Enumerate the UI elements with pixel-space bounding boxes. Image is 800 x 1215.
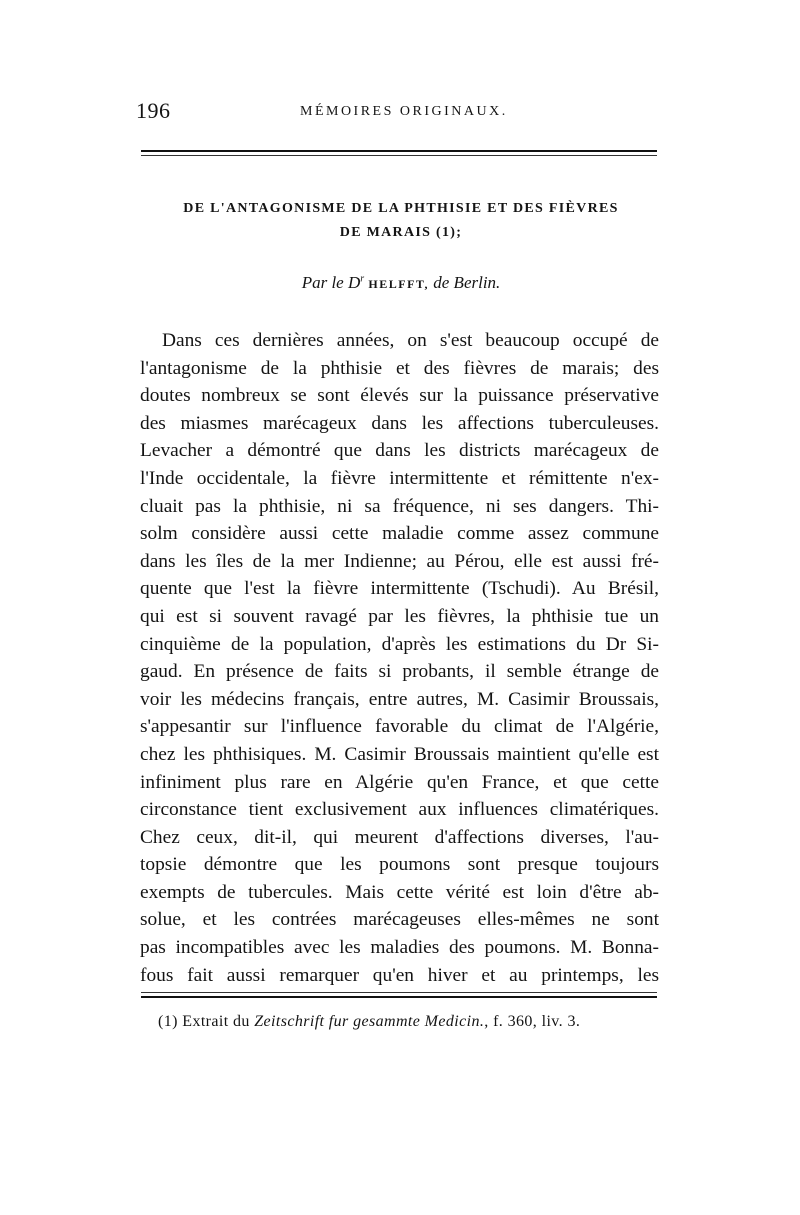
footnote-prefix: Extrait du — [182, 1013, 250, 1030]
footnote-journal: Zeitschrift fur gesammte Medicin. — [254, 1013, 485, 1030]
body-line: topsie démontre que les poumons sont presque toujours — [140, 854, 659, 876]
article-title — [150, 197, 652, 245]
body-line: qui est si souvent ravagé par les fièvres, la phthisie tue un — [140, 605, 659, 627]
footnote — [158, 1013, 660, 1031]
body-line: circonstance tient exclusivement aux influences climatériques. — [140, 799, 659, 821]
body-line: des miasmes marécageux dans les affections tuberculeuses. — [140, 412, 659, 434]
header-rule-bottom — [141, 155, 657, 156]
body-text — [140, 327, 659, 989]
body-line: solm considère aussi cette maladie comme assez commune — [140, 523, 659, 545]
body-line: s'appesantir sur l'influence favorable du climat de l'Algérie, — [140, 716, 659, 738]
body-line: doutes nombreux se sont élevés sur la puissance préservative — [140, 385, 659, 407]
byline-suffix: de Berlin. — [433, 273, 501, 292]
footnote-rule-top — [141, 992, 657, 993]
body-line: exempts de tubercules. Mais cette vérité est loin d'être ab- — [140, 881, 659, 903]
byline-prefix: Par le D — [301, 273, 361, 292]
body-line: chez les phthisiques. M. Casimir Broussais maintient qu'elle est — [140, 743, 659, 765]
body-line: Levacher a démontré que dans les districts marécageux de — [140, 440, 659, 462]
body-line: solue, et les contrées marécageuses elles-mêmes ne sont — [140, 909, 659, 931]
body-line: l'Inde occidentale, la fièvre intermittente et rémittente n'ex- — [140, 467, 659, 489]
page-number: 196 — [136, 98, 171, 123]
article-title-line-1: DE L'ANTAGONISME DE LA PHTHISIE ET DES FIÈVRES — [183, 201, 619, 216]
body-line: dans les îles de la mer Indienne; au Pérou, elle est aussi fré- — [140, 550, 659, 572]
body-line: infiniment plus rare en Algérie qu'en France, et que cette — [140, 771, 659, 793]
footnote-rule-bottom — [141, 996, 657, 998]
body-line: Dans ces dernières années, on s'est beaucoup occupé de — [162, 330, 659, 351]
byline-superscript: r — [360, 273, 365, 285]
author-name: HELFFT, — [368, 277, 430, 291]
body-line: l'antagonisme de la phthisie et des fièvres de marais; des — [140, 357, 659, 379]
body-line: voir les médecins français, entre autres, M. Casimir Broussais, — [140, 688, 659, 710]
body-line: quente que l'est la fièvre intermittente (Tschudi). Au Brésil, — [140, 578, 659, 600]
footnote-marker: (1) — [158, 1013, 178, 1030]
body-line: pas incompatibles avec les maladies des poumons. M. Bonna- — [140, 937, 659, 959]
header-rule-top — [141, 150, 657, 152]
byline — [150, 273, 652, 293]
footnote-suffix: , f. 360, liv. 3. — [484, 1013, 581, 1030]
body-line: cluait pas la phthisie, ni sa fréquence, ni ses dangers. Thi- — [140, 495, 659, 517]
article-title-line-2: DE MARAIS (1); — [339, 225, 463, 240]
body-line: fous fait aussi remarquer qu'en hiver et au printemps, les — [140, 964, 659, 986]
running-title: MÉMOIRES ORIGINAUX. — [300, 104, 508, 119]
body-line: Chez ceux, dit-il, qui meurent d'affections diverses, l'au- — [140, 826, 659, 848]
body-line: cinquième de la population, d'après les estimations du Dr Si- — [140, 633, 659, 655]
body-line: gaud. En présence de faits si probants, il semble étrange de — [140, 661, 659, 683]
running-header — [136, 98, 656, 128]
